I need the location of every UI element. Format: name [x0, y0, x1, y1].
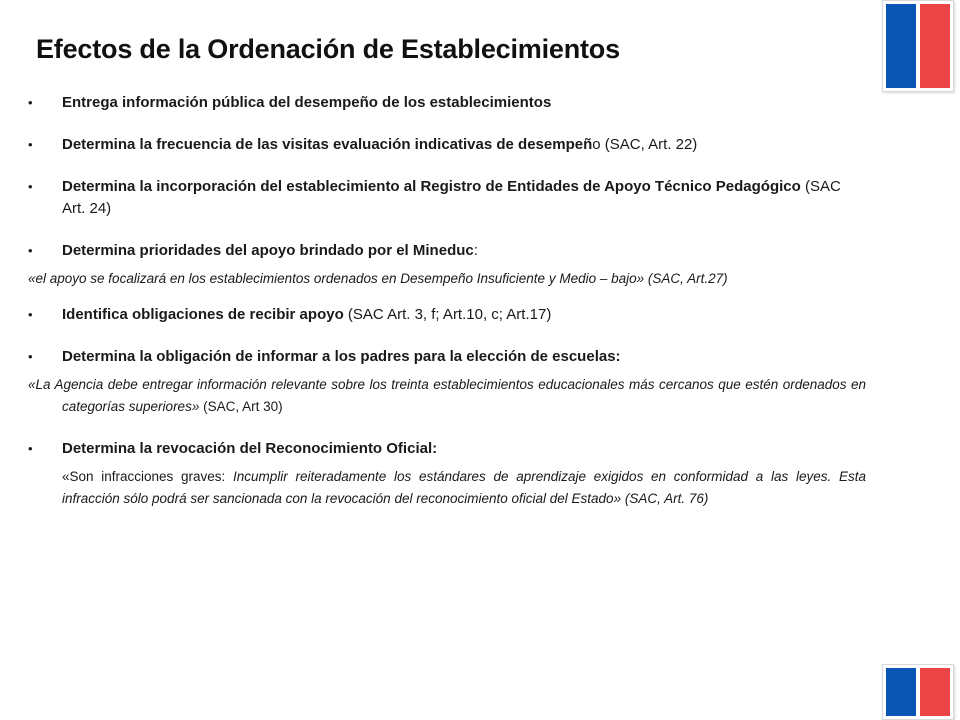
- bullet-bold-text: Determina la frecuencia de las visitas evaluación indicativas de desempeñ: [62, 136, 593, 153]
- bullet-normal-text: :: [473, 242, 478, 259]
- bullet-bold-text: Entrega información pública del desempeño de los establecimientos: [62, 94, 552, 111]
- bullet-item: [28, 304, 866, 326]
- chile-flag-logo-bottom: [882, 664, 954, 720]
- chile-flag-logo: [882, 0, 954, 92]
- bullet-item: [28, 134, 866, 156]
- bullet-bold-text: Determina la incorporación del establecimiento al Registro de Entidades de Apoyo Técnico Pedagógico: [62, 178, 801, 195]
- flag-red-stripe: [920, 668, 950, 716]
- flag-blue-stripe: [886, 668, 916, 716]
- quote-padres-ref: (SAC, Art 30): [199, 399, 283, 414]
- bullet-item: [28, 346, 866, 368]
- bullet-bold-text: Determina la obligación de informar a los padres para la elección de escuelas:: [62, 348, 621, 365]
- bullet-item: [28, 240, 866, 262]
- bullet-normal-text: (SAC Art. 3, f; Art.10, c; Art.17): [343, 306, 552, 323]
- slide-title: Efectos de la Ordenación de Establecimientos: [36, 34, 620, 64]
- bullet-item: [28, 438, 866, 460]
- quote-revocacion-text: Incumplir reiteradamente los estándares de aprendizaje exigidos en conformidad a las leyes. Esta infracción sólo podrá ser sancionada con la revocación del reconocimiento oficial del Estado» (SAC, Art. 76): [62, 469, 867, 506]
- bullet-normal-text: (SAC Art. 24): [62, 178, 841, 217]
- bullet-bold-text: Determina prioridades del apoyo brindado por el Mineduc: [62, 242, 474, 259]
- bullet-bold-text: Identifica obligaciones de recibir apoyo: [62, 306, 344, 323]
- slide-content: [28, 92, 866, 510]
- quote-mineduc: «el apoyo se focalizará en los establecimientos ordenados en Desempeño Insuficiente y Medio – bajo» (SAC, Art.27): [28, 271, 728, 286]
- quote-padres-text: «La Agencia debe entregar información relevante sobre los treinta establecimientos educacionales más cercanos que estén ordenados en categorías superiores»: [28, 377, 866, 414]
- quote-revocacion: [28, 466, 866, 510]
- quote-revocacion-lead: «Son infracciones graves:: [62, 469, 234, 484]
- flag-blue-stripe: [886, 4, 916, 88]
- bullet-item: [28, 176, 866, 220]
- bullet-normal-text: o (SAC, Art. 22): [592, 136, 698, 153]
- bullet-item: [28, 92, 866, 114]
- flag-red-stripe: [920, 4, 950, 88]
- bullet-bold-text: Determina la revocación del Reconocimiento Oficial:: [62, 440, 438, 457]
- quote-padres: [28, 374, 866, 418]
